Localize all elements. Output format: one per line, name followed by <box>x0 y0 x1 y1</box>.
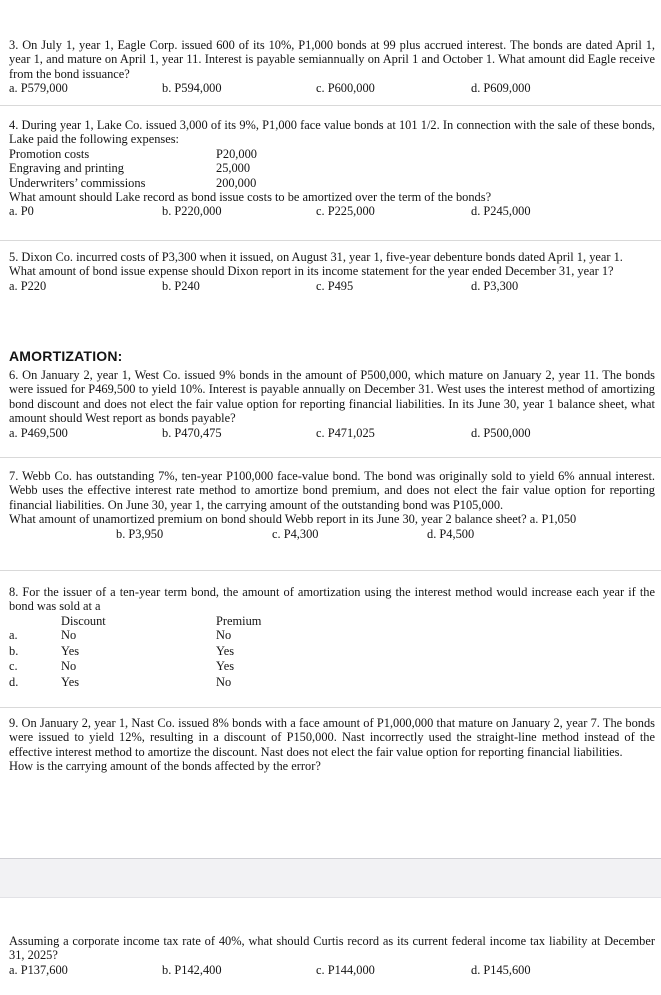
question-5-prompt: What amount of bond issue expense should Dixon report in its income statement for the year ended December 31, year 1? <box>9 264 614 279</box>
choice-b: b. P240 <box>162 278 200 293</box>
expense-amount: P20,000 <box>216 146 257 161</box>
question-3-choices <box>9 81 655 95</box>
question-9-text: 9. On January 2, year 1, Nast Co. issued 8% bonds with a face amount of P1,000,000 that mature on January 2, year 7. The bonds were issued to yield 12%, resulting in a discount of P150,000. Nast incorrectly used the straight-line method instead of the effective interest method to amortize the discount. Nast does not elect the fair value option for reporting financial liabilities. <box>9 716 655 759</box>
section-heading: AMORTIZATION: <box>9 348 123 364</box>
option-premium: Yes <box>216 659 235 674</box>
expense-label: Engraving and printing <box>9 161 124 176</box>
divider <box>0 240 661 241</box>
option-premium: Yes <box>216 643 235 658</box>
choice-d: d. P609,000 <box>471 81 531 96</box>
question-5-text: 5. Dixon Co. incurred costs of P3,300 when it issued, on August 31, year 1, five-year debenture bonds dated April 1, year 1. <box>9 250 623 264</box>
question-10-choices <box>9 963 655 977</box>
question-9 <box>9 716 655 774</box>
choice-b: b. P470,475 <box>162 425 222 440</box>
question-4 <box>9 118 655 219</box>
column-header-premium: Premium <box>216 613 262 628</box>
choice-a: a. P220 <box>9 278 47 293</box>
question-4-prompt: What amount should Lake record as bond issue costs to be amortized over the term of the bonds? <box>9 189 492 204</box>
divider <box>0 570 661 571</box>
option-discount: No <box>61 628 77 643</box>
question-7-choices <box>9 527 655 541</box>
expense-row <box>9 161 655 175</box>
choice-d: d. P4,500 <box>427 526 475 541</box>
choice-c: c. P495 <box>316 278 354 293</box>
option-premium: No <box>216 674 232 689</box>
choice-c: c. P225,000 <box>316 204 375 219</box>
question-6 <box>9 368 655 440</box>
expense-row <box>9 147 655 161</box>
choice-b: b. P220,000 <box>162 204 222 219</box>
expense-label: Promotion costs <box>9 146 90 161</box>
choice-b: b. P3,950 <box>116 526 164 541</box>
option-letter: c. <box>9 659 18 674</box>
option-letter: a. <box>9 628 18 643</box>
column-header-discount: Discount <box>61 613 106 628</box>
choice-d: d. P500,000 <box>471 425 531 440</box>
question-3-text: 3. On July 1, year 1, Eagle Corp. issued 600 of its 10%, P1,000 bonds at 99 plus accrued interest. The bonds are dated April 1, year 1, and mature on April 1, year 11. Interest is payable semiannually on April 1 and October 1. What amount did Eagle receive from the bond issuance? <box>9 38 655 81</box>
option-row <box>9 628 655 644</box>
question-8-text: 8. For the issuer of a ten-year term bond, the amount of amortization using the interest method would increase each year if the bond was sold at a <box>9 585 655 614</box>
question-3 <box>9 38 655 96</box>
question-7-prompt: What amount of unamortized premium on bond should Webb report in its June 30, year 2 balance sheet? a. P1,050 <box>9 512 577 527</box>
question-5-choices <box>9 279 655 293</box>
choice-d: d. P245,000 <box>471 204 531 219</box>
option-letter: b. <box>9 643 19 658</box>
question-10-text: Assuming a corporate income tax rate of 40%, what should Curtis record as its current federal income tax liability at December 31, 2025? <box>9 934 655 963</box>
option-letter: d. <box>9 674 19 689</box>
page-break-band <box>0 858 661 898</box>
expense-amount: 200,000 <box>216 175 257 190</box>
options-header <box>9 614 655 628</box>
option-premium: No <box>216 628 232 643</box>
choice-c: c. P144,000 <box>316 962 375 977</box>
expense-amount: 25,000 <box>216 161 251 176</box>
option-row <box>9 644 655 660</box>
choice-a: a. P469,500 <box>9 425 68 440</box>
divider <box>0 707 661 708</box>
choice-a: a. P137,600 <box>9 962 68 977</box>
question-9-prompt: How is the carrying amount of the bonds affected by the error? <box>9 759 321 774</box>
option-discount: No <box>61 659 77 674</box>
option-row <box>9 675 655 691</box>
divider <box>0 897 661 898</box>
divider <box>0 858 661 859</box>
choice-a: a. P579,000 <box>9 81 68 96</box>
choice-a: a. P0 <box>9 204 34 219</box>
option-discount: Yes <box>61 674 80 689</box>
question-4-text: 4. During year 1, Lake Co. issued 3,000 of its 9%, P1,000 face value bonds at 101 1/2. In connection with the sale of these bonds, Lake paid the following expenses: <box>9 118 655 147</box>
question-7-text: 7. Webb Co. has outstanding 7%, ten-year P100,000 face-value bond. The bond was originally sold to yield 6% annual interest. Webb uses the effective interest rate method to amortize bond premium, and does not elect the fair value option for reporting financial liabilities. On June 30, year 1, the carrying amount of the outstanding bond was P105,000. <box>9 469 655 512</box>
question-10 <box>9 934 655 977</box>
choice-c: c. P471,025 <box>316 425 375 440</box>
choice-c: c. P4,300 <box>272 526 319 541</box>
choice-d: d. P3,300 <box>471 278 519 293</box>
divider <box>0 457 661 458</box>
expense-label: Underwriters’ commissions <box>9 175 146 190</box>
question-6-text: 6. On January 2, year 1, West Co. issued 9% bonds in the amount of P500,000, which mature on January 2, year 11. The bonds were issued for P469,500 to yield 10%. Interest is payable annually on December 31. West uses the interest method of amortizing bond discount and does not elect the fair value option for reporting financial liabilities. In its June 30, year 1 balance sheet, what amount should West report as bonds payable? <box>9 368 655 426</box>
question-7 <box>9 469 655 541</box>
option-discount: Yes <box>61 643 80 658</box>
question-4-choices <box>9 204 655 218</box>
question-5 <box>9 250 655 293</box>
question-6-choices <box>9 426 655 440</box>
option-row <box>9 659 655 675</box>
choice-b: b. P142,400 <box>162 962 222 977</box>
divider <box>0 105 661 106</box>
expense-row <box>9 176 655 190</box>
choice-d: d. P145,600 <box>471 962 531 977</box>
question-8 <box>9 585 655 690</box>
choice-c: c. P600,000 <box>316 81 375 96</box>
choice-b: b. P594,000 <box>162 81 222 96</box>
